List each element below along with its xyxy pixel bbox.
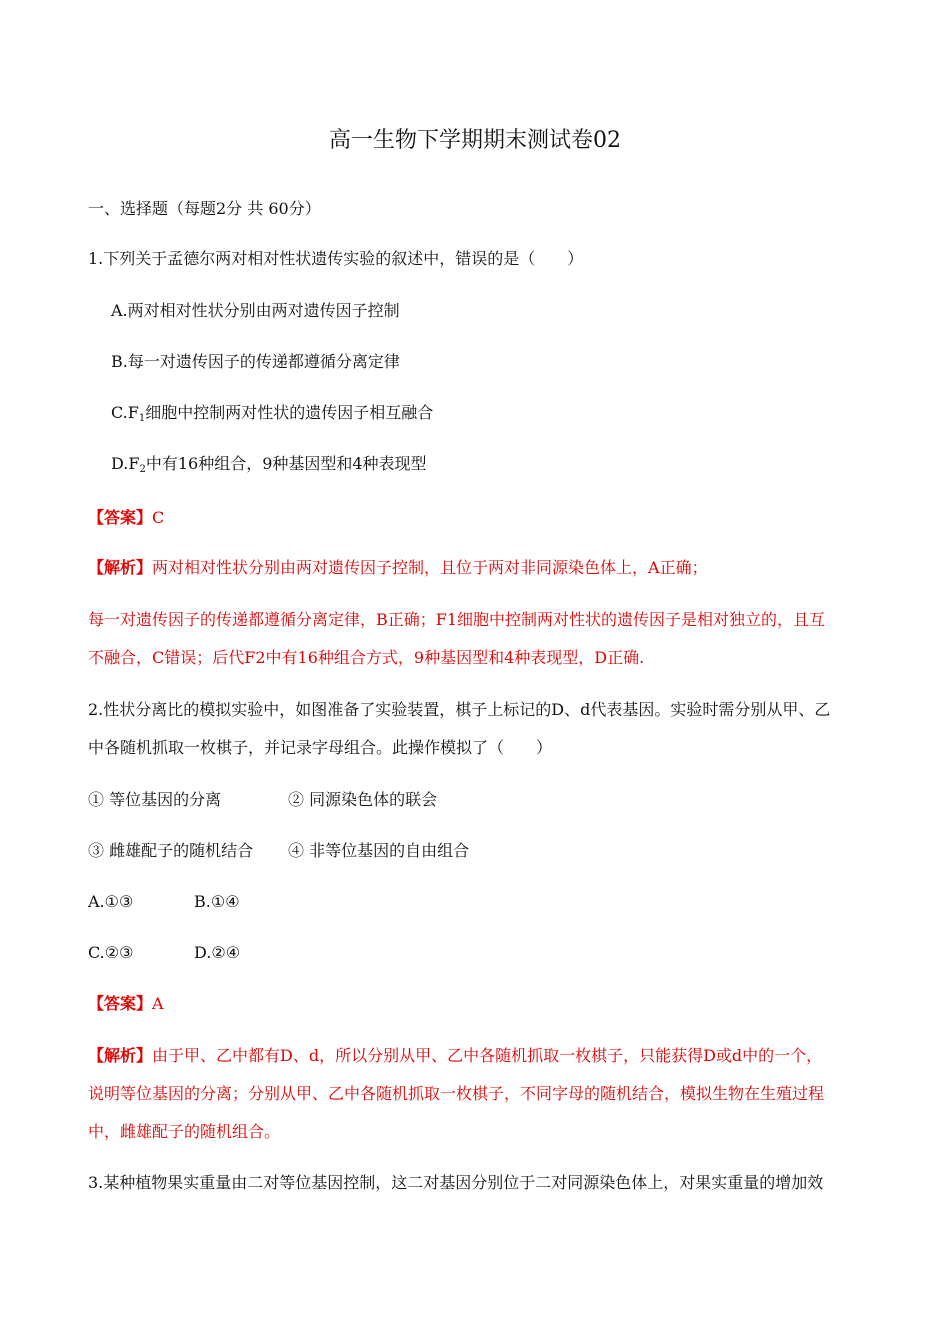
q2-analysis-text-1: 由于甲、乙中都有D、d，所以分别从甲、乙中各随机抓取一枚棋子，只能获得D或d中的一个，	[152, 1046, 823, 1065]
q2-analysis-line-1	[88, 1045, 822, 1067]
q2-analysis-line-2: 说明等位基因的分离；分别从甲、乙中各随机抓取一枚棋子，不同字母的随机结合，模拟生物在生殖过程	[88, 1084, 825, 1103]
q2-statement-2: ② 同源染色体的联会	[288, 790, 438, 809]
q1-option-c	[111, 402, 433, 424]
q1-option-d-subscript: 2	[139, 464, 146, 475]
section-heading: 一、选择题（每题2分 共 60分）	[88, 199, 321, 218]
q2-statement-1: ① 等位基因的分离	[88, 790, 222, 809]
q1-analysis-line-1	[88, 557, 708, 579]
q1-answer-value: C	[152, 508, 165, 527]
q1-answer	[88, 507, 164, 529]
q1-option-d-prefix: D.F	[111, 454, 140, 473]
q2-answer-label: 【答案】	[88, 994, 153, 1013]
q2-answer	[88, 993, 164, 1015]
q2-answer-value: A	[152, 994, 164, 1013]
q1-analysis-line-2: 每一对遗传因子的传递都遵循分离定律，B正确；F1细胞中控制两对性状的遗传因子是相对独立的，且互	[88, 610, 826, 629]
q2-option-b: B.①④	[194, 892, 240, 911]
q3-stem-line-1: 3.某种植物果实重量由二对等位基因控制，这二对基因分别位于二对同源染色体上，对果实重量的增加效	[88, 1173, 824, 1192]
q2-analysis-line-3: 中，雌雄配子的随机组合。	[88, 1122, 281, 1141]
q1-stem: 1.下列关于孟德尔两对相对性状遗传实验的叙述中，错误的是（ ）	[88, 249, 584, 268]
q2-analysis-label: 【解析】	[88, 1046, 153, 1065]
q2-statement-4: ④ 非等位基因的自由组合	[288, 841, 470, 860]
q2-statement-3: ③ 雌雄配子的随机结合	[88, 841, 254, 860]
q1-option-a: A.两对相对性状分别由两对遗传因子控制	[111, 301, 400, 320]
q2-option-d: D.②④	[194, 943, 241, 962]
q1-analysis-text-1: 两对相对性状分别由两对遗传因子控制，且位于两对非同源染色体上，A正确；	[152, 558, 708, 577]
q1-analysis-label: 【解析】	[88, 558, 153, 577]
q2-option-c: C.②③	[88, 943, 134, 962]
q2-option-a: A.①③	[88, 892, 134, 911]
q1-option-c-subscript: 1	[138, 413, 146, 424]
q2-stem-line-2: 中各随机抓取一枚棋子，并记录字母组合。此操作模拟了（ ）	[88, 738, 553, 757]
q1-option-d-text: 中有16种组合，9种基因型和4种表现型	[145, 454, 427, 473]
q2-stem-line-1: 2.性状分离比的模拟实验中，如图准备了实验装置，棋子上标记的D、d代表基因。实验时需分别从甲、乙	[88, 700, 831, 719]
q1-option-c-text: 细胞中控制两对性状的遗传因子相互融合	[145, 403, 434, 422]
q1-option-c-prefix: C.F	[111, 403, 139, 422]
page-title: 高一生物下学期期末测试卷02	[329, 128, 621, 153]
q1-analysis-line-3: 不融合，C错误；后代F2中有16种组合方式，9种基因型和4种表现型，D正确.	[88, 648, 645, 667]
q1-option-b: B.每一对遗传因子的传递都遵循分离定律	[111, 352, 400, 371]
q1-answer-label: 【答案】	[88, 508, 153, 527]
q1-option-d	[111, 453, 427, 475]
